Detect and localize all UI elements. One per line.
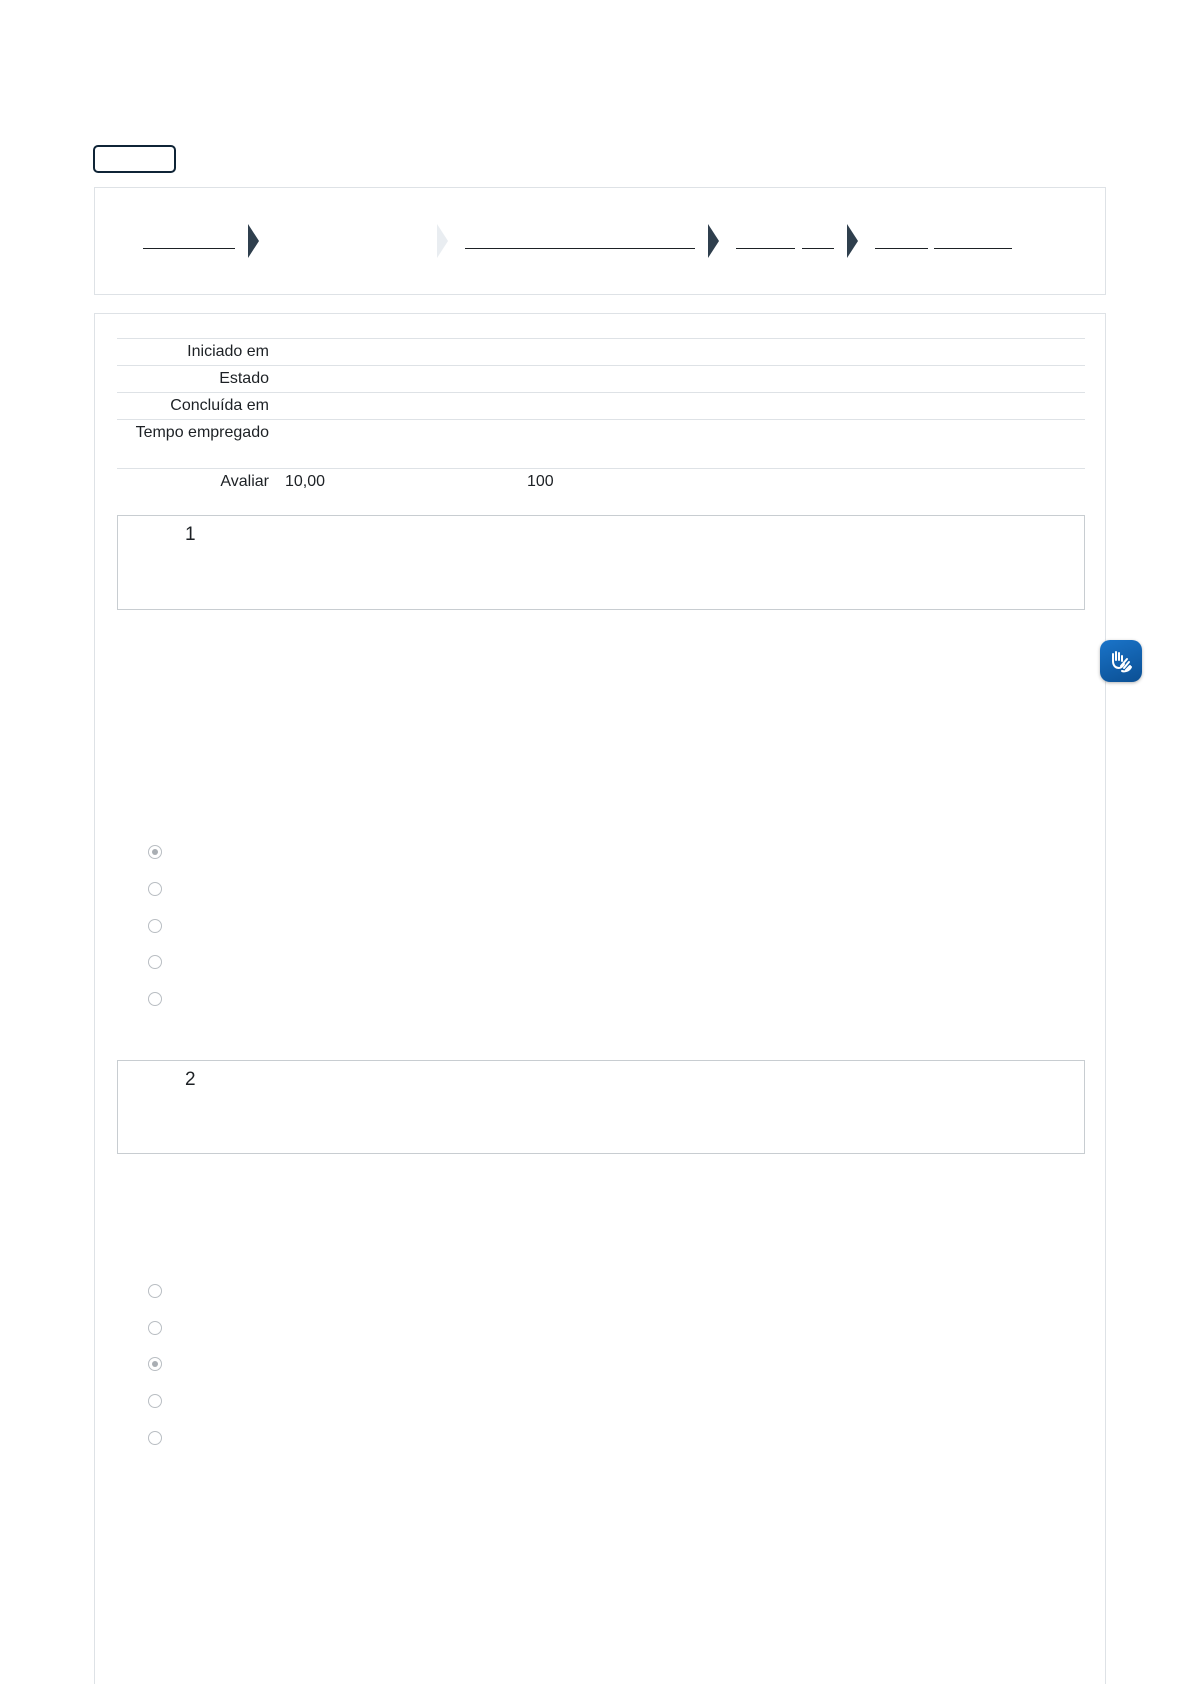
breadcrumb-item-1[interactable]	[143, 248, 235, 249]
attempt-summary-table	[117, 338, 1085, 495]
summary-row-started	[117, 338, 1085, 365]
question-number: 2	[185, 1069, 196, 1090]
summary-label: Estado	[219, 370, 269, 387]
breadcrumb-chevron-icon	[248, 224, 259, 258]
breadcrumb-chevron-icon	[708, 224, 719, 258]
top-button[interactable]	[93, 145, 176, 173]
answer-radio[interactable]	[148, 1431, 162, 1445]
answer-radio[interactable]	[148, 955, 162, 969]
answer-radio[interactable]	[148, 1284, 162, 1298]
question-number: 1	[185, 524, 196, 545]
breadcrumb-item-2[interactable]	[465, 248, 695, 249]
question-info-box	[117, 1060, 1085, 1154]
answer-radio[interactable]	[148, 845, 162, 859]
answer-radio[interactable]	[148, 992, 162, 1006]
summary-row-completed	[117, 392, 1085, 419]
breadcrumb-chevron-icon	[847, 224, 858, 258]
sign-language-hands-icon	[1107, 647, 1135, 675]
breadcrumb-item-3[interactable]	[736, 248, 795, 249]
answer-radio[interactable]	[148, 1357, 162, 1371]
breadcrumb	[94, 187, 1106, 295]
grade-value: 10,00	[285, 473, 326, 490]
breadcrumb-item-3b[interactable]	[802, 248, 834, 249]
summary-label: Avaliar	[220, 473, 269, 490]
answer-radio[interactable]	[148, 1321, 162, 1335]
summary-row-time-taken	[117, 419, 1085, 468]
summary-label: Concluída em	[170, 397, 269, 414]
breadcrumb-chevron-icon	[437, 224, 448, 258]
breadcrumb-item-4[interactable]	[875, 248, 928, 249]
quiz-review-panel	[94, 313, 1106, 1684]
answer-radio[interactable]	[148, 1394, 162, 1408]
accessibility-button[interactable]	[1100, 640, 1142, 682]
button-tab-mark	[100, 145, 128, 147]
answer-radio[interactable]	[148, 919, 162, 933]
question-info-box	[117, 515, 1085, 610]
summary-label: Iniciado em	[187, 343, 269, 360]
breadcrumb-item-4b[interactable]	[934, 248, 1012, 249]
summary-row-grade	[117, 468, 1085, 495]
grade-out-of: 100	[527, 473, 554, 490]
summary-label: Tempo empregado	[135, 424, 269, 441]
summary-row-state	[117, 365, 1085, 392]
answer-radio[interactable]	[148, 882, 162, 896]
